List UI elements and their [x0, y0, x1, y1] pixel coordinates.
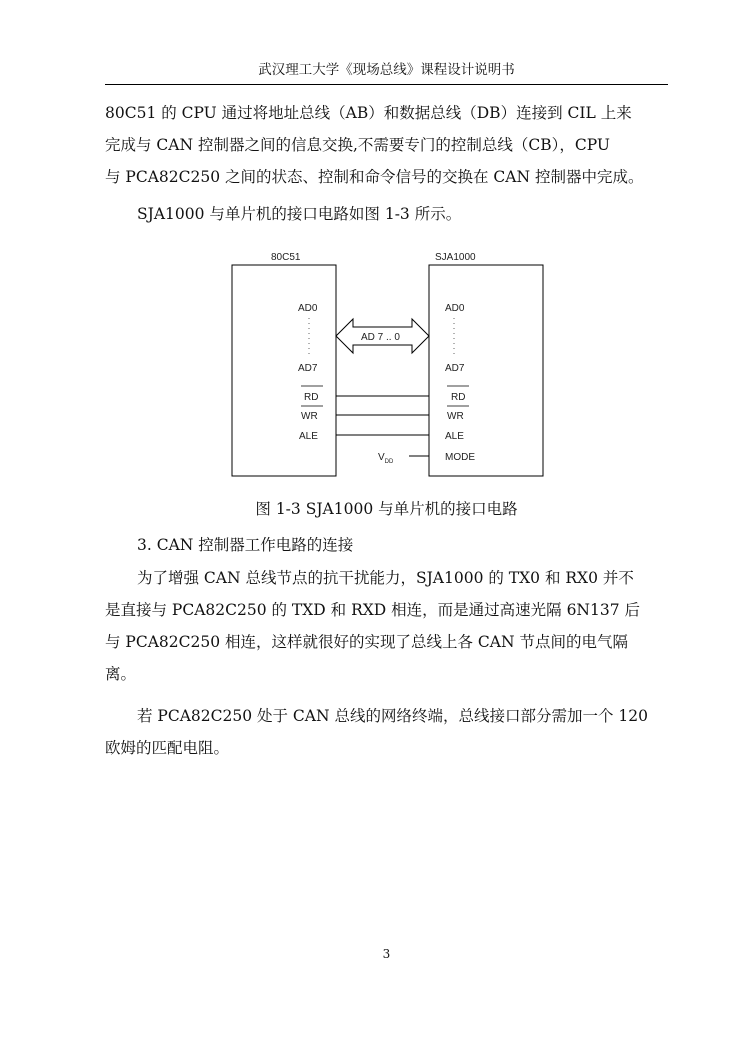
paragraph-1 [105, 97, 668, 193]
right-pin-ad7: AD7 [445, 363, 465, 374]
paragraph-2-line-1: SJA1000 与单片机的接口电路如图 1-3 所示。 [137, 205, 462, 223]
right-chip-name: SJA1000 [435, 252, 476, 263]
vdd-subscript: DD [384, 459, 394, 465]
paragraph-1-line-2: 完成与 CAN 控制器之间的信息交换,不需要专门的控制总线（CB），CPU [105, 136, 610, 154]
section-3-heading-block [105, 529, 668, 561]
left-chip-box [232, 265, 336, 476]
right-pin-mode: MODE [445, 452, 475, 463]
paragraph-3-line-3: 与 PCA82C250 相连，这样就很好的实现了总线上各 CAN 节点间的电气隔 [105, 633, 628, 651]
paragraph-1-line-3: 与 PCA82C250 之间的状态、控制和命令信号的交换在 CAN 控制器中完成。 [105, 168, 644, 186]
paragraph-3 [105, 562, 668, 690]
bus-label: AD 7 .. 0 [361, 332, 400, 343]
paragraph-2 [105, 198, 668, 230]
right-pin-wr: WR [447, 411, 464, 422]
left-pin-wr: WR [301, 411, 318, 422]
interface-circuit-figure [229, 247, 549, 480]
paragraph-1-line-1: 80C51 的 CPU 通过将地址总线（AB）和数据总线（DB）连接到 CIL 上来 [105, 104, 632, 122]
right-pin-ad0: AD0 [445, 303, 465, 314]
paragraph-4-line-2: 欧姆的匹配电阻。 [105, 739, 230, 757]
right-pin-rd: RD [451, 392, 466, 403]
left-pin-ale: ALE [299, 431, 318, 442]
paragraph-4-line-1: 若 PCA82C250 处于 CAN 总线的网络终端，总线接口部分需加一个 120 [137, 707, 648, 725]
left-pin-ad7: AD7 [298, 363, 318, 374]
running-header: 武汉理工大学《现场总线》课程设计说明书 [258, 62, 515, 78]
section-3-heading: 3. CAN 控制器工作电路的连接 [137, 536, 354, 554]
left-pin-rd: RD [304, 392, 319, 403]
circuit-diagram [229, 247, 549, 480]
page-number: 3 [382, 947, 391, 961]
header-rule [105, 84, 668, 85]
paragraph-3-line-2: 是直接与 PCA82C250 的 TXD 和 RXD 相连，而是通过高速光隔 6N137 后 [105, 601, 641, 619]
left-pin-ad0: AD0 [298, 303, 318, 314]
paragraph-3-line-4: 离。 [105, 665, 137, 683]
figure-caption: 图 1-3 SJA1000 与单片机的接口电路 [255, 500, 518, 518]
left-chip-name: 80C51 [271, 252, 301, 263]
paragraph-3-line-1: 为了增强 CAN 总线节点的抗干扰能力，SJA1000 的 TX0 和 RX0 并不 [137, 569, 634, 587]
vdd-main: V [378, 452, 385, 463]
paragraph-4 [105, 700, 668, 764]
vdd-label [378, 452, 394, 465]
right-pin-ale: ALE [445, 431, 464, 442]
